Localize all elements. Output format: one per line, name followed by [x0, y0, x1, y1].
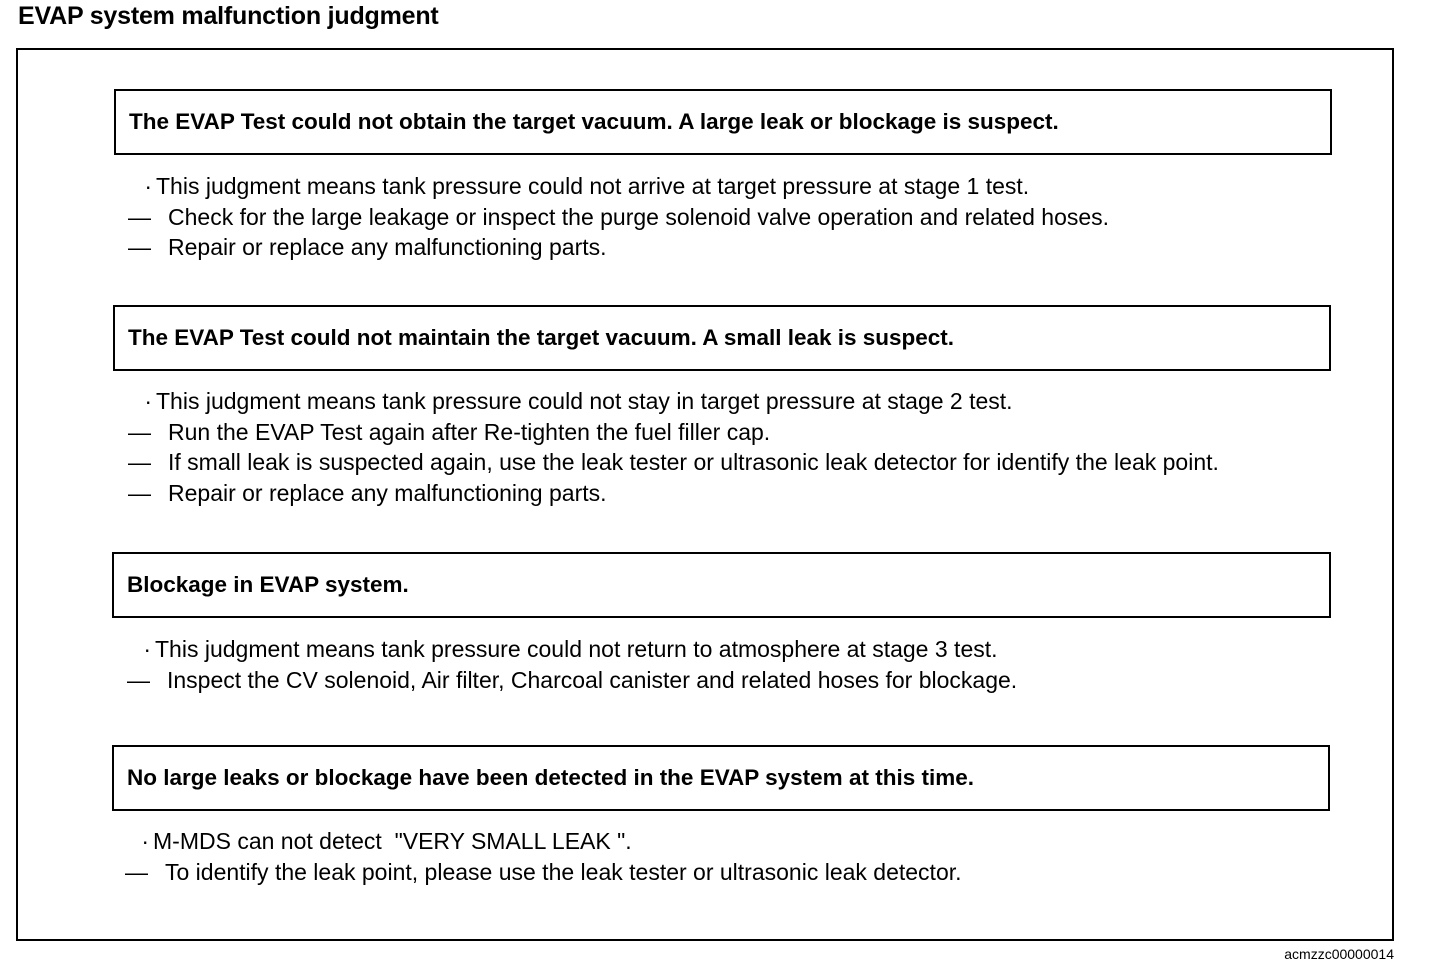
list-item: [128, 232, 1109, 263]
dash-marker: —: [128, 449, 151, 475]
list-item: [128, 478, 1219, 509]
section-3-heading: Blockage in EVAP system.: [112, 552, 1331, 618]
dash-marker: —: [128, 479, 151, 506]
section-2-body: [128, 386, 1219, 508]
list-item-text: Check for the large leakage or inspect the purge solenoid valve operation and related hoses.: [168, 203, 1110, 230]
list-item-text: Run the EVAP Test again after Re-tighten the fuel filler cap.: [168, 418, 771, 445]
dash-marker: —: [125, 858, 148, 885]
list-item-text: M-MDS can not detect "VERY SMALL LEAK ".: [153, 828, 632, 854]
list-item-text: This judgment means tank pressure could not return to atmosphere at stage 3 test.: [155, 636, 998, 662]
list-item: [128, 386, 1219, 417]
bullet-marker: ·: [144, 388, 152, 414]
list-item-text: Inspect the CV solenoid, Air filter, Charcoal canister and related hoses for blockage.: [167, 666, 1018, 693]
section-4-heading: No large leaks or blockage have been detected in the EVAP system at this time.: [112, 745, 1330, 811]
list-item-text: To identify the leak point, please use the leak tester or ultrasonic leak detector.: [165, 858, 962, 885]
page-title: EVAP system malfunction judgment: [18, 2, 439, 30]
list-item: [128, 447, 1219, 478]
section-3-body: [127, 634, 1017, 695]
list-item: [128, 202, 1109, 233]
dash-marker: —: [128, 203, 151, 230]
list-item: [125, 826, 962, 857]
dash-marker: —: [128, 418, 151, 445]
dash-marker: —: [128, 234, 151, 260]
list-item: [125, 857, 962, 888]
list-item-text: Repair or replace any malfunctioning parts.: [168, 234, 607, 260]
list-item: [127, 634, 1017, 665]
dash-marker: —: [127, 666, 150, 693]
list-item: [127, 665, 1017, 696]
list-item-text: This judgment means tank pressure could not stay in target pressure at stage 2 test.: [156, 388, 1013, 414]
bullet-marker: ·: [143, 636, 151, 662]
section-4-body: [125, 826, 962, 887]
list-item-text: Repair or replace any malfunctioning parts.: [168, 479, 607, 506]
list-item: [128, 171, 1109, 202]
section-2-heading: The EVAP Test could not maintain the target vacuum. A small leak is suspect.: [113, 305, 1331, 371]
section-1-heading: The EVAP Test could not obtain the target vacuum. A large leak or blockage is suspect.: [114, 89, 1332, 155]
bullet-marker: ·: [141, 828, 149, 854]
list-item-text: This judgment means tank pressure could not arrive at target pressure at stage 1 test.: [156, 173, 1030, 199]
list-item: [128, 417, 1219, 448]
list-item-text: If small leak is suspected again, use the leak tester or ultrasonic leak detector for identify the leak point.: [168, 449, 1219, 475]
bullet-marker: ·: [144, 173, 152, 199]
section-1-body: [128, 171, 1109, 263]
figure-code: acmzzc00000014: [1284, 946, 1394, 962]
